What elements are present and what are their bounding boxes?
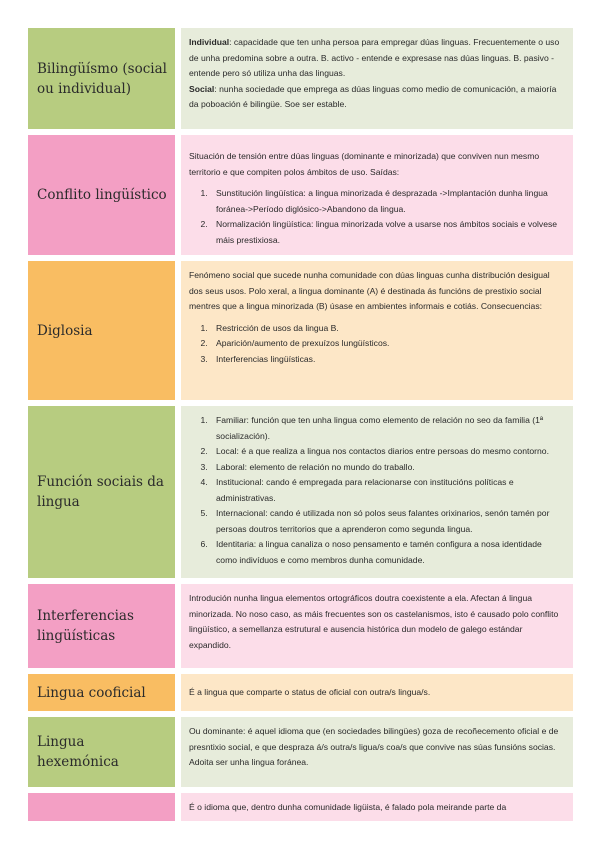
definition-text: Ou dominante: é aquel idioma que (en sociedades bilingües) goza de recoñecemento oficial e de presntixio social, e que despraza á/s outra/s ligua/s coa/s que convive nas súas funsións socias. Adoita ser unha lingua foránea. (189, 726, 559, 767)
definition-cell (181, 135, 573, 255)
term-cell (28, 674, 175, 711)
definition-text: : capacidade que ten unha persoa para empregar dúas linguas. Frecuentemente o uso de unha predomina sobre a outra. B. activo - entende e expresase nas dúas linguas. B. pasivo - entende pero só utiliza unha das linguas. (189, 37, 560, 78)
list-item: 2. Local: é a que realiza a lingua nos contactos diarios entre persoas do mesmo contorno. (210, 444, 563, 460)
glossary-row (28, 584, 573, 668)
definition-cell (181, 261, 573, 400)
term-cell (28, 793, 175, 821)
definition-text: : nunha sociedade que emprega as dúas linguas como medio de comunicación, a maioría da poboación é bilingüe. Soe ser estable. (189, 83, 557, 109)
definition-cell (181, 674, 573, 711)
definition-cell (181, 717, 573, 787)
glossary-row (28, 135, 573, 255)
list-item: 5. Internacional: cando é utilizada non só polos seus falantes orixinarios, senón tamén por persoas doutros territorios que a aprenderon como segunda lingua. (210, 506, 563, 537)
bold-term: Social (189, 83, 215, 94)
list-item: 3. Laboral: elemento de relación no mundo do traballo. (210, 460, 563, 476)
term-label: Interferencias lingüísticas (37, 608, 134, 644)
glossary-row (28, 717, 573, 787)
list-item: 4. Institucional: cando é empregada para relacionarse con institucións políticas e administrativas. (210, 475, 563, 506)
term-cell (28, 28, 175, 129)
definition-list (189, 186, 563, 248)
term-label: Bilingüísmo (social ou individual) (37, 60, 167, 97)
definition-text: Situación de tensión entre dúas linguas (dominante e minorizada) que conviven nun mesmo territorio e que compiten polos ámbitos de uso. Saídas: (189, 151, 540, 177)
glossary-row (28, 793, 573, 821)
glossary-row (28, 28, 573, 129)
bold-term: Individual (189, 37, 230, 47)
list-item: 1. Familiar: función que ten unha lingua como elemento de relación no seo da familia (1ª socialización). (210, 413, 563, 444)
term-cell (28, 406, 175, 578)
definition-text: É a lingua que comparte o status de oficial con outra/s lingua/s. (189, 686, 431, 697)
list-item: 2. Normalización lingüística: lingua minorizada volve a usarse nos ámbitos sociais e volvese máis prestixiosa. (210, 217, 563, 248)
list-item: 2. Aparición/aumento de prexuízos lungüísticos. (210, 336, 563, 352)
list-item: 1. Restricción de usos da lingua B. (210, 321, 563, 337)
term-label: Diglosia (37, 322, 93, 339)
definition-cell (181, 28, 573, 129)
term-label: Función sociais da lingua (37, 474, 164, 510)
list-item: 1. Sunstitución lingüística: a lingua minorizada é desprazada ->Implantación dunha lingua foránea->Período diglósico->Abandono da lingua. (210, 186, 563, 217)
definition-text: Fenómeno social que sucede nunha comunidade con dúas linguas cunha distribución desigual dos seus usos. Polo xeral, a lingua dominante (A) é destinada ás funcións de prestixio social mentres que a lingua minorizada (B) úsase en ambientes informais e cotiás. Consecuencias: (189, 270, 550, 311)
glossary-table (28, 28, 573, 827)
definition-cell (181, 584, 573, 668)
definition-list (189, 321, 563, 368)
term-cell (28, 584, 175, 668)
definition-list (189, 413, 563, 568)
glossary-row (28, 406, 573, 578)
term-label: Lingua cooficial (37, 684, 146, 701)
list-item: 6. Identitaria: a lingua canaliza o noso pensamento e tamén configura a nosa identidade como indivíduos e como membros dunha comunidade. (210, 537, 563, 568)
definition-text: É o idioma que, dentro dunha comunidade ligüista, é falado pola meirande parte da (189, 802, 507, 812)
definition-cell (181, 406, 573, 578)
definition-text: Introdución nunha lingua elementos ortográficos doutra coexistente a ela. Afectan á lingua minorizada. No noso caso, as máis frecuentes son os castelanismos, isto é causado polo conflito lingüístico, a semellanza estrutural e ausencia histórica dun modelo de galego estándar expandido. (189, 593, 559, 650)
definition-paragraph (189, 82, 563, 113)
glossary-row (28, 674, 573, 711)
list-item: 3. Interferencias lingüísticas. (210, 352, 563, 368)
term-cell (28, 717, 175, 787)
definition-cell (181, 793, 573, 821)
term-cell (28, 261, 175, 400)
glossary-row (28, 261, 573, 400)
term-cell (28, 135, 175, 255)
term-label: Conflito lingüístico (37, 187, 167, 203)
definition-paragraph (189, 35, 563, 82)
term-label: Lingua hexemónica (37, 734, 119, 770)
